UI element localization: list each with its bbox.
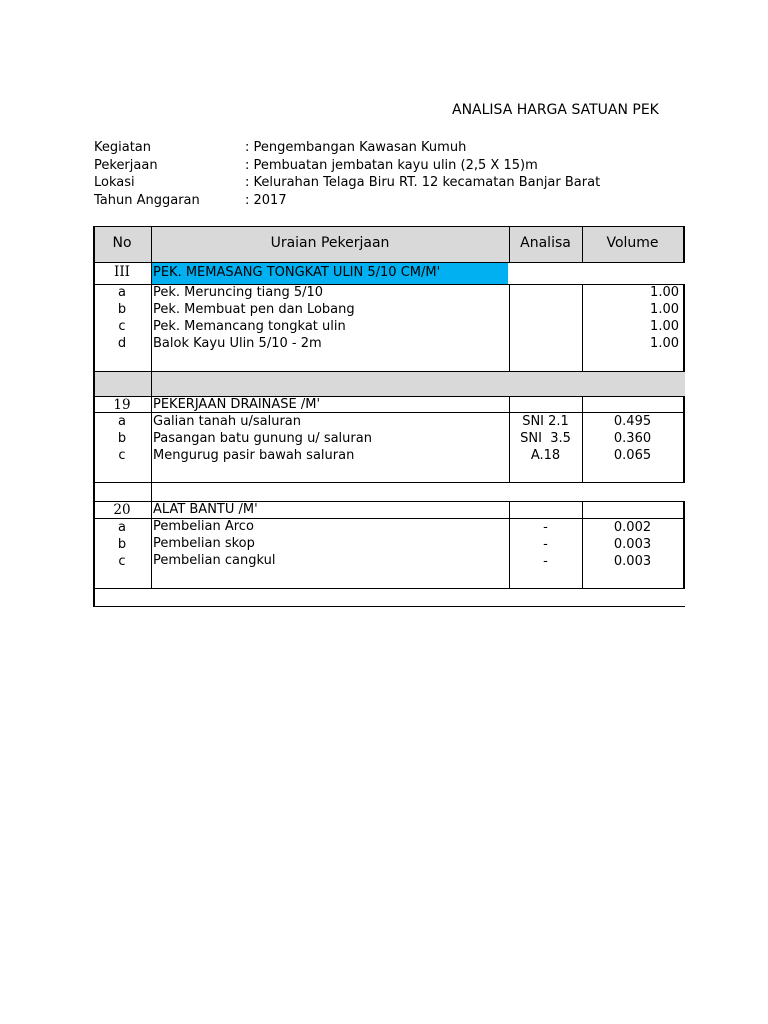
info-value: : Pembuatan jembatan kayu ulin (2,5 X 15)m xyxy=(245,157,538,173)
item-analisa: - xyxy=(543,537,548,552)
info-row-lokasi xyxy=(94,174,600,192)
column-header-no: No xyxy=(112,235,132,251)
item-description: Balok Kayu Ulin 5/10 - 2m xyxy=(153,336,322,351)
project-info xyxy=(94,139,600,209)
item-letter: a xyxy=(118,520,126,535)
info-value: : 2017 xyxy=(245,192,287,208)
analysis-table xyxy=(93,226,685,608)
section-number: 19 xyxy=(113,397,131,413)
item-description: Pembelian skop xyxy=(153,536,255,551)
item-letter: b xyxy=(117,537,127,552)
item-description: Pembelian cangkul xyxy=(153,553,276,568)
info-row-tahun xyxy=(94,192,600,210)
item-volume: 0.003 xyxy=(613,554,652,569)
item-analisa: - xyxy=(543,554,548,569)
section-title: PEKERJAAN DRAINASE /M' xyxy=(153,397,321,412)
item-volume: 1.00 xyxy=(650,285,679,300)
info-row-pekerjaan xyxy=(94,157,600,175)
item-description: Pasangan batu gunung u/ saluran xyxy=(153,431,372,446)
info-label: Kegiatan xyxy=(94,140,152,155)
column-header-volume: Volume xyxy=(606,235,659,251)
row-divider xyxy=(93,371,685,372)
column-header-analisa: Analisa xyxy=(520,235,571,251)
table-border-right xyxy=(683,501,685,589)
column-header-uraian: Uraian Pekerjaan xyxy=(270,235,390,251)
table-border-bottom xyxy=(93,606,685,607)
item-volume: 0.495 xyxy=(613,414,652,429)
item-volume: 1.00 xyxy=(650,336,679,351)
item-letter: c xyxy=(118,448,126,463)
item-letter: b xyxy=(117,431,127,446)
col-divider xyxy=(509,284,510,372)
col-divider xyxy=(151,226,152,588)
item-letter: b xyxy=(117,302,127,317)
info-value: : Pengembangan Kawasan Kumuh xyxy=(245,140,467,155)
item-volume: 0.360 xyxy=(613,431,652,446)
row-divider xyxy=(93,482,685,483)
item-analisa: SNI 2.1 xyxy=(522,414,569,429)
info-label: Lokasi xyxy=(94,175,135,190)
item-letter: c xyxy=(118,319,126,334)
item-analisa: SNI 3.5 xyxy=(520,431,571,446)
item-volume: 1.00 xyxy=(650,319,679,334)
item-description: Pek. Memancang tongkat ulin xyxy=(153,319,346,334)
row-divider xyxy=(93,588,685,589)
info-row-kegiatan xyxy=(94,139,600,157)
item-volume: 0.065 xyxy=(613,448,652,463)
item-letter: c xyxy=(118,554,126,569)
item-description: Mengurug pasir bawah saluran xyxy=(153,448,355,463)
page-title: ANALISA HARGA SATUAN PEK xyxy=(452,102,659,118)
item-analisa: - xyxy=(543,520,548,535)
section-title: ALAT BANTU /M' xyxy=(153,502,258,517)
item-letter: a xyxy=(118,414,126,429)
item-description: Galian tanah u/saluran xyxy=(153,414,302,429)
item-volume: 1.00 xyxy=(650,302,679,317)
item-volume: 0.003 xyxy=(613,537,652,552)
row-divider xyxy=(93,412,685,413)
info-label: Tahun Anggaran xyxy=(94,192,200,208)
separator-row-fill xyxy=(93,372,685,396)
table-border-right xyxy=(683,396,685,483)
section-title: PEK. MEMASANG TONGKAT ULIN 5/10 CM/M' xyxy=(153,265,441,280)
info-label: Pekerjaan xyxy=(94,157,158,173)
item-analisa: A.18 xyxy=(530,448,561,463)
item-letter: a xyxy=(118,285,126,300)
item-description: Pek. Membuat pen dan Lobang xyxy=(153,302,355,317)
item-description: Pembelian Arco xyxy=(153,519,254,534)
item-description: Pek. Meruncing tiang 5/10 xyxy=(153,285,324,300)
item-volume: 0.002 xyxy=(613,520,652,535)
section-number: 20 xyxy=(113,502,131,518)
table-border-top xyxy=(93,226,685,227)
table-border-right xyxy=(683,226,685,263)
section-number: III xyxy=(114,264,130,280)
item-letter: d xyxy=(117,336,127,351)
table-border-right xyxy=(683,284,685,372)
header-divider xyxy=(93,262,685,263)
info-value: : Kelurahan Telaga Biru RT. 12 kecamatan Banjar Barat xyxy=(245,175,601,190)
